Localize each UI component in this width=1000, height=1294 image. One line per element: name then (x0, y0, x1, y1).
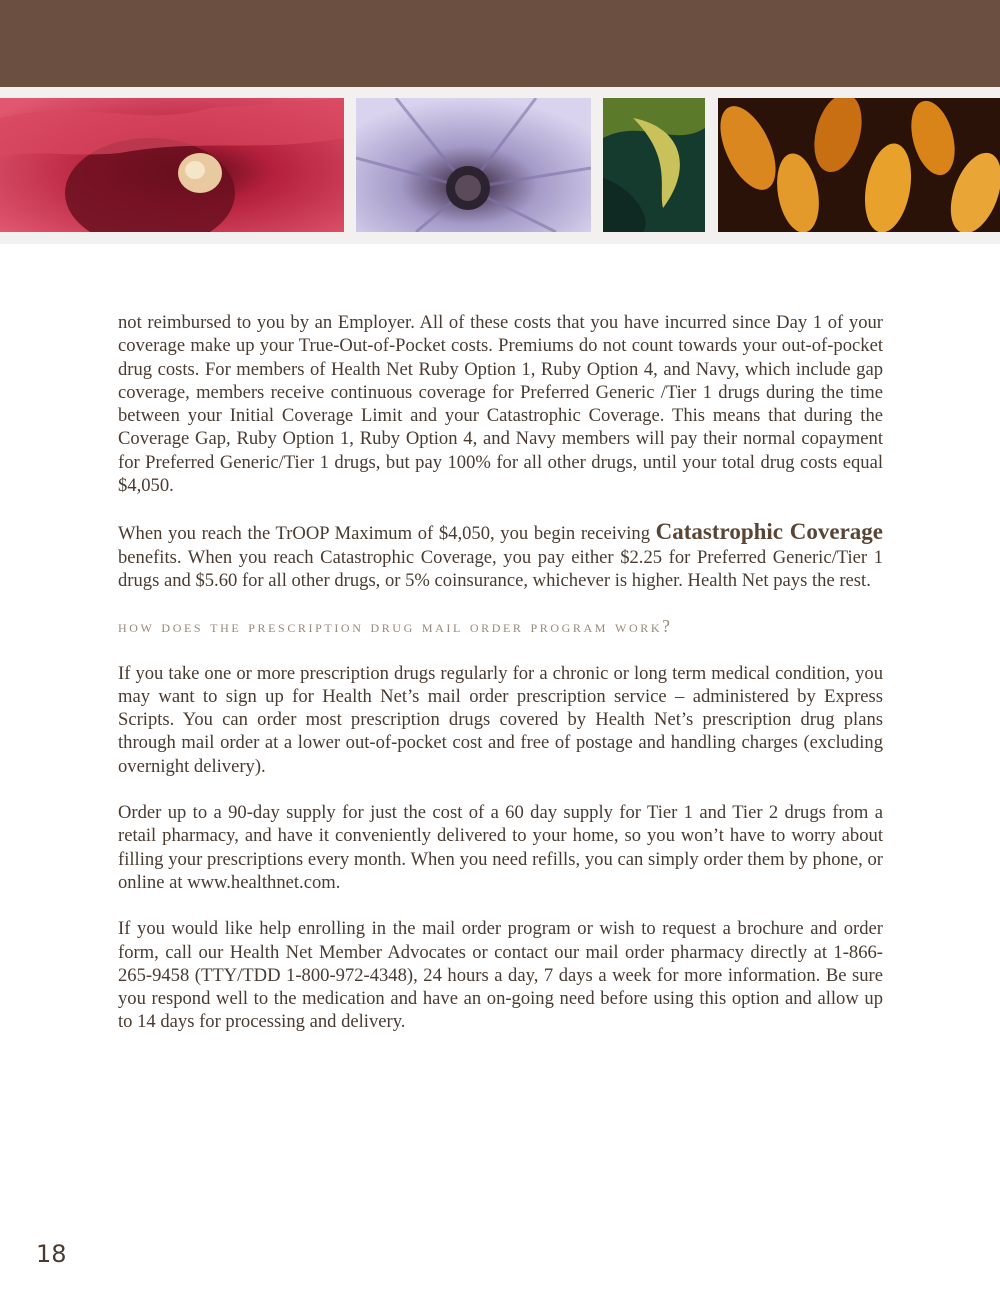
paragraph-mail-order-intro: If you take one or more prescription drugs regularly for a chronic or long term medical condition, you may want to sign up for Health Net’s mail order prescription service – administered by Express Scripts. You can order most prescription drugs covered by Health Net’s prescription drug plans through mail order at a lower out-of-pocket cost and free of postage and handling charges (excluding overnight delivery). (118, 662, 883, 777)
photo-strip (0, 87, 1000, 244)
catastrophic-coverage-term: Catastrophic Coverage (655, 519, 884, 545)
orange-petals-photo (718, 98, 1000, 232)
paragraph-enrolling-help: If you would like help enrolling in the mail order program or wish to request a brochure and order form, call our Health Net Member Advocates or contact our mail order pharmacy directly at 1-866-265-9458 (TTY/TDD 1-800-972-4348), 24 hours a day, 7 days a week for more information. Be sure you respond well to the medication and have an on-going need before using this option and allow up to 14 days for processing and delivery. (118, 918, 883, 1033)
paragraph-catastrophic-rest: benefits. When you reach Catastrophic Coverage, you pay either $2.25 for Preferred Generic/Tier 1 drugs and $5.60 for all other drugs, or 5% coinsurance, whichever is higher. Health Net pays the rest. (118, 546, 883, 591)
paragraph-catastrophic-intro: When you reach the TrOOP Maximum of $4,050, you begin receiving (118, 523, 656, 545)
page-number: 18 (36, 1240, 67, 1268)
green-leaf-photo (603, 98, 705, 232)
paragraph-catastrophic (118, 520, 883, 592)
main-content (118, 311, 883, 1057)
paragraph-troop-costs: not reimbursed to you by an Employer. All of these costs that you have incurred since Day 1 of your coverage make up your True-Out-of-Pocket costs. Premiums do not count towards your out-of-pocket drug costs. For members of Health Net Ruby Option 1, Ruby Option 4, and Navy, which include gap coverage, members receive continuous coverage for Preferred Generic /Tier 1 drugs during the time between your Initial Coverage Limit and your Catastrophic Coverage. This means that during the Coverage Gap, Ruby Option 1, Ruby Option 4, and Navy members will pay their normal copayment for Preferred Generic/Tier 1 drugs, but pay 100% for all other drugs, until your total drug costs equal $4,050. (118, 312, 883, 497)
red-flower-photo (0, 98, 344, 232)
purple-anemone-photo (356, 98, 591, 232)
paragraph-90-day-supply: Order up to a 90-day supply for just the cost of a 60 day supply for Tier 1 and Tier 2 drugs from a retail pharmacy, and have it conveniently delivered to your home, so you won’t have to worry about filling your prescriptions every month. When you need refills, you can simply order them by phone, or online at www.healthnet.com. (118, 802, 883, 893)
section-heading-mail-order: how does the prescription drug mail order program work? (118, 616, 673, 637)
header-bar (0, 0, 1000, 87)
